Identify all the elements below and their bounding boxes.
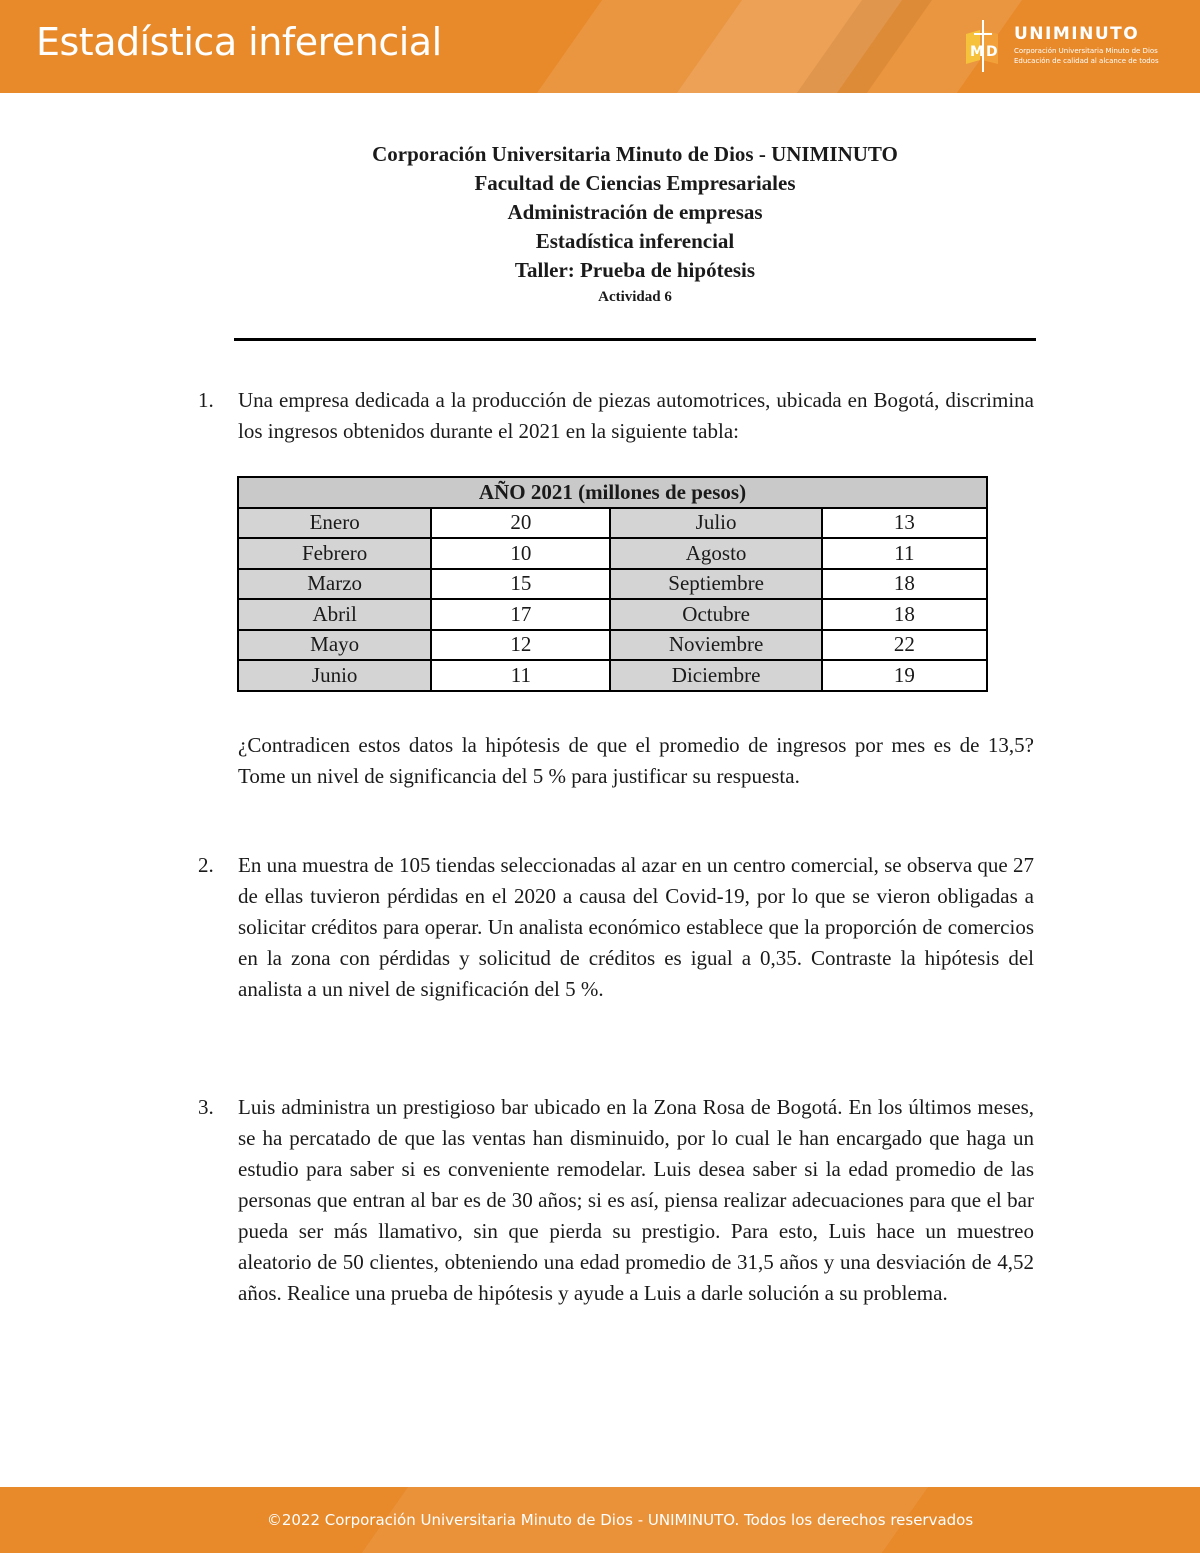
table-row xyxy=(238,508,987,539)
question-number: 2. xyxy=(198,853,214,877)
value-cell: 18 xyxy=(822,599,987,630)
month-cell: Agosto xyxy=(610,538,821,569)
question-2 xyxy=(198,850,1034,1005)
question-text: En una muestra de 105 tiendas seleccionadas al azar en un centro comercial, se observa que 27 de ellas tuvieron pérdidas en el 2020 a causa del Covid-19, por lo que se vieron obligadas a solicitar créditos para operar. Un analista económico establece que la proporción de comercios en la zona con pérdidas y solicitud de créditos es igual a 0,35. Contraste la hipótesis del analista a un nivel de significación del 5 %. xyxy=(238,853,1034,1001)
uniminuto-logo-icon xyxy=(962,20,1004,72)
table-row xyxy=(238,538,987,569)
month-cell: Noviembre xyxy=(610,630,821,661)
month-cell: Febrero xyxy=(238,538,431,569)
table-row xyxy=(238,569,987,600)
institution-name: Corporación Universitaria Minuto de Dios - UNIMINUTO xyxy=(372,142,898,166)
value-cell: 20 xyxy=(431,508,610,539)
question-text: Una empresa dedicada a la producción de piezas automotrices, ubicada en Bogotá, discrimina los ingresos obtenidos durante el 2021 en la siguiente tabla: xyxy=(238,388,1034,443)
month-cell: Junio xyxy=(238,660,431,691)
question-3 xyxy=(198,1092,1034,1309)
uniminuto-logo xyxy=(962,20,1162,76)
question-text: Luis administra un prestigioso bar ubicado en la Zona Rosa de Bogotá. En los últimos meses, se ha percatado de que las ventas han disminuido, por lo cual le han encargado que haga un estudio para saber si es conveniente remodelar. Luis desea saber si la edad promedio de las personas que entran al bar es de 30 años; si es así, piensa realizar adecuaciones para que el bar pueda ser más llamativo, sin que pierda su prestigio. Para esto, Luis hace un muestreo aleatorio de 50 clientes, obteniendo una edad promedio de 31,5 años y una desviación de 4,52 años. Realice una prueba de hipótesis y ayude a Luis a darle solución a su problema. xyxy=(238,1095,1034,1305)
value-cell: 19 xyxy=(822,660,987,691)
workshop-title: Taller: Prueba de hipótesis xyxy=(514,258,756,282)
question-number: 1. xyxy=(198,388,214,412)
month-cell: Marzo xyxy=(238,569,431,600)
svg-text:D: D xyxy=(986,44,998,60)
value-cell: 13 xyxy=(822,508,987,539)
question-1-prompt: ¿Contradicen estos datos la hipótesis de que el promedio de ingresos por mes es de 13,5? Tome un nivel de significancia del 5 % para justificar su respuesta. xyxy=(238,733,1034,788)
value-cell: 17 xyxy=(431,599,610,630)
heading-divider xyxy=(234,338,1036,341)
month-cell: Mayo xyxy=(238,630,431,661)
value-cell: 10 xyxy=(431,538,610,569)
logo-tagline: Corporación Universitaria Minuto de Dios xyxy=(1014,47,1158,55)
month-cell: Julio xyxy=(610,508,821,539)
faculty-name: Facultad de Ciencias Empresariales xyxy=(474,171,796,195)
subject-name: Estadística inferencial xyxy=(535,229,735,253)
table-row xyxy=(238,660,987,691)
value-cell: 15 xyxy=(431,569,610,600)
logo-tagline: Educación de calidad al alcance de todos xyxy=(1014,57,1159,65)
value-cell: 12 xyxy=(431,630,610,661)
month-cell: Enero xyxy=(238,508,431,539)
table-title: AÑO 2021 (millones de pesos) xyxy=(238,477,987,508)
table-header-row xyxy=(238,477,987,508)
month-cell: Diciembre xyxy=(610,660,821,691)
logo-wordmark: UNIMINUTO xyxy=(1014,24,1140,44)
table-row xyxy=(238,630,987,661)
question-number: 3. xyxy=(198,1095,214,1119)
footer-banner xyxy=(0,1487,1200,1553)
table-row xyxy=(238,599,987,630)
activity-label: Actividad 6 xyxy=(598,289,672,305)
month-cell: Octubre xyxy=(610,599,821,630)
month-cell: Septiembre xyxy=(610,569,821,600)
value-cell: 22 xyxy=(822,630,987,661)
document-heading xyxy=(0,140,1200,309)
value-cell: 18 xyxy=(822,569,987,600)
copyright-notice: ©2022 Corporación Universitaria Minuto de Dios - UNIMINUTO. Todos los derechos reservados xyxy=(266,1511,974,1529)
income-table xyxy=(237,476,988,692)
svg-text:M: M xyxy=(970,44,984,60)
value-cell: 11 xyxy=(431,660,610,691)
value-cell: 11 xyxy=(822,538,987,569)
header-banner xyxy=(0,0,1200,93)
program-name: Administración de empresas xyxy=(507,200,763,224)
question-1 xyxy=(198,385,1034,447)
course-title: Estadística inferencial xyxy=(36,20,442,64)
month-cell: Abril xyxy=(238,599,431,630)
